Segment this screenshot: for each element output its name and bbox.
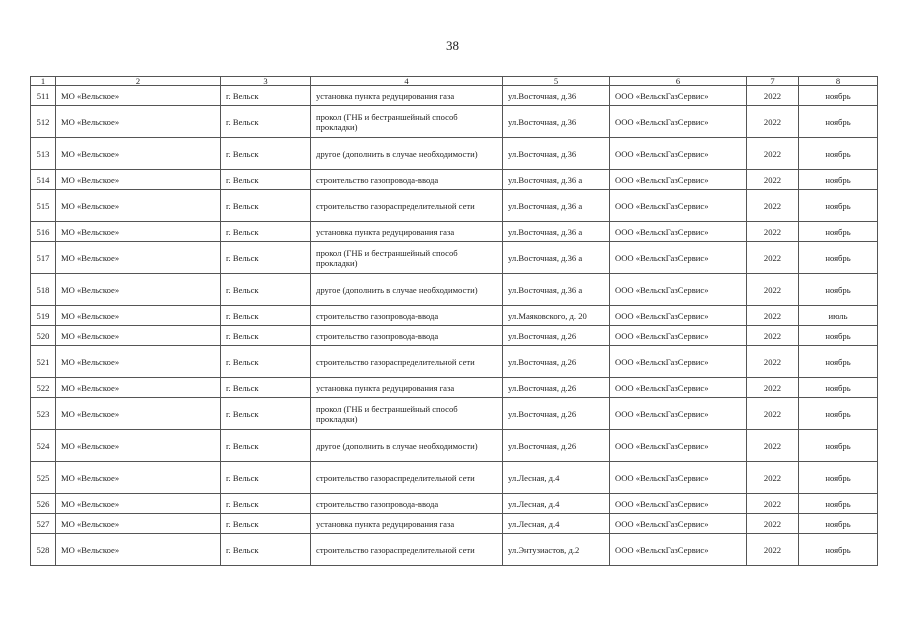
month-cell: ноябрь [799,462,878,494]
city-cell: г. Вельск [221,306,311,326]
month-cell: ноябрь [799,242,878,274]
year-cell: 2022 [747,222,799,242]
address-cell: ул.Восточная, д.36 а [503,170,610,190]
month-cell: ноябрь [799,398,878,430]
address-cell: ул.Восточная, д.36 а [503,190,610,222]
address-cell: ул.Восточная, д.26 [503,378,610,398]
year-cell: 2022 [747,86,799,106]
table-row [31,398,878,430]
work-type-cell: строительство газораспределительной сети [311,462,503,494]
month-cell: ноябрь [799,222,878,242]
city-cell: г. Вельск [221,138,311,170]
row-number-cell: 521 [31,346,56,378]
city-cell: г. Вельск [221,430,311,462]
organization-cell: ООО «ВельскГазСервис» [610,514,747,534]
address-cell: ул.Восточная, д.36 [503,86,610,106]
work-type-cell: строительство газораспределительной сети [311,190,503,222]
row-number-cell: 526 [31,494,56,514]
address-cell: ул.Восточная, д.36 а [503,242,610,274]
address-cell: ул.Восточная, д.36 а [503,274,610,306]
year-cell: 2022 [747,534,799,566]
municipality-cell: МО «Вельское» [56,86,221,106]
table-row [31,222,878,242]
work-type-cell: строительство газораспределительной сети [311,534,503,566]
organization-cell: ООО «ВельскГазСервис» [610,274,747,306]
organization-cell: ООО «ВельскГазСервис» [610,326,747,346]
page-number: 38 [446,38,459,53]
city-cell: г. Вельск [221,462,311,494]
year-cell: 2022 [747,138,799,170]
row-number-cell: 518 [31,274,56,306]
table-row [31,306,878,326]
row-number-cell: 524 [31,430,56,462]
row-number-cell: 528 [31,534,56,566]
year-cell: 2022 [747,326,799,346]
table-row [31,86,878,106]
row-number-cell: 516 [31,222,56,242]
organization-cell: ООО «ВельскГазСервис» [610,170,747,190]
address-cell: ул.Восточная, д.36 [503,138,610,170]
year-cell: 2022 [747,106,799,138]
address-cell: ул.Восточная, д.26 [503,398,610,430]
municipality-cell: МО «Вельское» [56,494,221,514]
table-row [31,534,878,566]
year-cell: 2022 [747,378,799,398]
column-header: 3 [221,77,311,86]
month-cell: ноябрь [799,106,878,138]
month-cell: ноябрь [799,378,878,398]
gasification-schedule-table [30,76,878,566]
municipality-cell: МО «Вельское» [56,430,221,462]
month-cell: ноябрь [799,274,878,306]
city-cell: г. Вельск [221,398,311,430]
organization-cell: ООО «ВельскГазСервис» [610,398,747,430]
column-header: 7 [747,77,799,86]
column-header: 5 [503,77,610,86]
address-cell: ул.Лесная, д.4 [503,514,610,534]
municipality-cell: МО «Вельское» [56,190,221,222]
city-cell: г. Вельск [221,190,311,222]
row-number-cell: 519 [31,306,56,326]
city-cell: г. Вельск [221,242,311,274]
work-type-cell: строительство газопровода-ввода [311,306,503,326]
month-cell: ноябрь [799,346,878,378]
work-type-cell: другое (дополнить в случае необходимости) [311,430,503,462]
organization-cell: ООО «ВельскГазСервис» [610,190,747,222]
column-header: 4 [311,77,503,86]
city-cell: г. Вельск [221,274,311,306]
work-type-cell: другое (дополнить в случае необходимости) [311,138,503,170]
column-header: 6 [610,77,747,86]
row-number-cell: 525 [31,462,56,494]
city-cell: г. Вельск [221,378,311,398]
municipality-cell: МО «Вельское» [56,378,221,398]
month-cell: ноябрь [799,170,878,190]
municipality-cell: МО «Вельское» [56,462,221,494]
year-cell: 2022 [747,430,799,462]
column-number-header-row [31,77,878,86]
table-row [31,514,878,534]
month-cell: ноябрь [799,86,878,106]
organization-cell: ООО «ВельскГазСервис» [610,494,747,514]
work-type-cell: установка пункта редуцирования газа [311,222,503,242]
column-header: 8 [799,77,878,86]
year-cell: 2022 [747,190,799,222]
organization-cell: ООО «ВельскГазСервис» [610,346,747,378]
table-row [31,170,878,190]
year-cell: 2022 [747,242,799,274]
organization-cell: ООО «ВельскГазСервис» [610,378,747,398]
city-cell: г. Вельск [221,106,311,138]
address-cell: ул.Восточная, д.26 [503,326,610,346]
municipality-cell: МО «Вельское» [56,326,221,346]
column-header: 1 [31,77,56,86]
row-number-cell: 512 [31,106,56,138]
city-cell: г. Вельск [221,534,311,566]
month-cell: июль [799,306,878,326]
table-row [31,106,878,138]
month-cell: ноябрь [799,534,878,566]
municipality-cell: МО «Вельское» [56,514,221,534]
municipality-cell: МО «Вельское» [56,170,221,190]
organization-cell: ООО «ВельскГазСервис» [610,86,747,106]
city-cell: г. Вельск [221,494,311,514]
address-cell: ул.Лесная, д.4 [503,462,610,494]
year-cell: 2022 [747,274,799,306]
address-cell: ул.Лесная, д.4 [503,494,610,514]
year-cell: 2022 [747,346,799,378]
year-cell: 2022 [747,170,799,190]
month-cell: ноябрь [799,494,878,514]
year-cell: 2022 [747,494,799,514]
work-type-cell: прокол (ГНБ и бестраншейный способ прокладки) [311,242,503,274]
table-row [31,274,878,306]
row-number-cell: 511 [31,86,56,106]
table-row [31,378,878,398]
table-row [31,242,878,274]
city-cell: г. Вельск [221,86,311,106]
table-row [31,430,878,462]
municipality-cell: МО «Вельское» [56,306,221,326]
month-cell: ноябрь [799,326,878,346]
row-number-cell: 527 [31,514,56,534]
work-type-cell: строительство газораспределительной сети [311,346,503,378]
work-type-cell: установка пункта редуцирования газа [311,514,503,534]
table-row [31,326,878,346]
organization-cell: ООО «ВельскГазСервис» [610,138,747,170]
row-number-cell: 520 [31,326,56,346]
city-cell: г. Вельск [221,346,311,378]
table-row [31,190,878,222]
municipality-cell: МО «Вельское» [56,222,221,242]
organization-cell: ООО «ВельскГазСервис» [610,242,747,274]
table-row [31,138,878,170]
year-cell: 2022 [747,462,799,494]
year-cell: 2022 [747,398,799,430]
row-number-cell: 517 [31,242,56,274]
organization-cell: ООО «ВельскГазСервис» [610,430,747,462]
address-cell: ул.Энтузиастов, д.2 [503,534,610,566]
organization-cell: ООО «ВельскГазСервис» [610,106,747,138]
month-cell: ноябрь [799,514,878,534]
work-type-cell: установка пункта редуцирования газа [311,378,503,398]
year-cell: 2022 [747,306,799,326]
address-cell: ул.Восточная, д.36 а [503,222,610,242]
municipality-cell: МО «Вельское» [56,106,221,138]
organization-cell: ООО «ВельскГазСервис» [610,462,747,494]
row-number-cell: 523 [31,398,56,430]
organization-cell: ООО «ВельскГазСервис» [610,534,747,566]
city-cell: г. Вельск [221,222,311,242]
row-number-cell: 515 [31,190,56,222]
city-cell: г. Вельск [221,170,311,190]
address-cell: ул.Восточная, д.26 [503,430,610,462]
work-type-cell: строительство газопровода-ввода [311,326,503,346]
month-cell: ноябрь [799,430,878,462]
table-row [31,462,878,494]
month-cell: ноябрь [799,138,878,170]
address-cell: ул.Восточная, д.36 [503,106,610,138]
work-type-cell: строительство газопровода-ввода [311,494,503,514]
column-header: 2 [56,77,221,86]
organization-cell: ООО «ВельскГазСервис» [610,306,747,326]
organization-cell: ООО «ВельскГазСервис» [610,222,747,242]
municipality-cell: МО «Вельское» [56,242,221,274]
municipality-cell: МО «Вельское» [56,274,221,306]
work-type-cell: другое (дополнить в случае необходимости) [311,274,503,306]
year-cell: 2022 [747,514,799,534]
city-cell: г. Вельск [221,326,311,346]
municipality-cell: МО «Вельское» [56,398,221,430]
row-number-cell: 522 [31,378,56,398]
table-row [31,494,878,514]
city-cell: г. Вельск [221,514,311,534]
municipality-cell: МО «Вельское» [56,346,221,378]
work-type-cell: прокол (ГНБ и бестраншейный способ прокладки) [311,106,503,138]
work-type-cell: строительство газопровода-ввода [311,170,503,190]
row-number-cell: 514 [31,170,56,190]
work-type-cell: установка пункта редуцирования газа [311,86,503,106]
table-row [31,346,878,378]
work-type-cell: прокол (ГНБ и бестраншейный способ прокладки) [311,398,503,430]
address-cell: ул.Восточная, д.26 [503,346,610,378]
row-number-cell: 513 [31,138,56,170]
month-cell: ноябрь [799,190,878,222]
address-cell: ул.Маяковского, д. 20 [503,306,610,326]
municipality-cell: МО «Вельское» [56,534,221,566]
municipality-cell: МО «Вельское» [56,138,221,170]
